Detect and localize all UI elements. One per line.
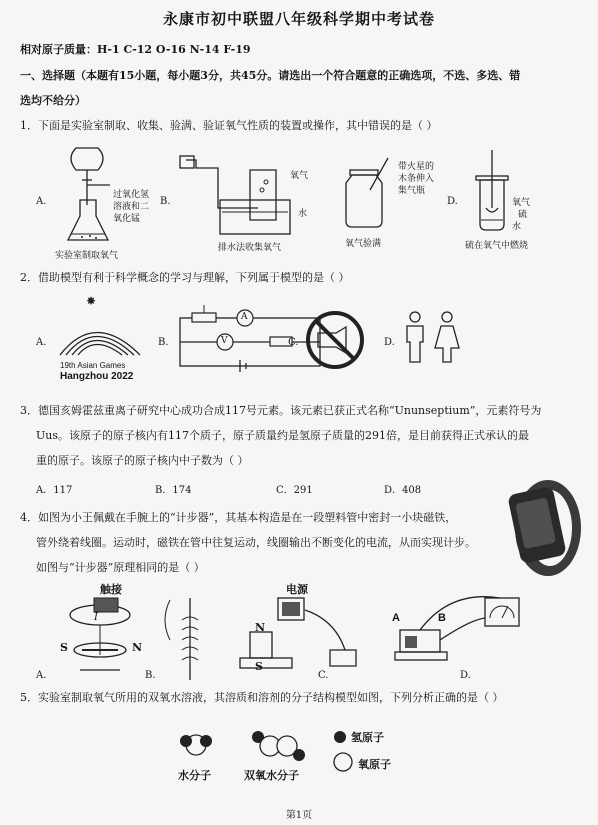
q1-option-b-letter: B. (160, 196, 171, 207)
q1-option-a-letter: A. (36, 196, 47, 207)
q1-a-label-1: 过氧化氢 (113, 190, 150, 200)
q1-option-d-letter: D. (447, 196, 458, 207)
q1-c-caption: 氧气验满 (345, 239, 382, 249)
question-5-stem: 5．实验室制取氧气所用的双氧水溶液，其溶质和溶剂的分子结构模型如图，下列分析正确的是（ ） (20, 691, 504, 704)
q1-d-oxygen-label: 氧气 (512, 198, 531, 208)
section-heading-line1: 一、选择题（本题有15小题，每小题3分，共45分。请选出一个符合题意的正确选项，不选、多选、错 (20, 69, 521, 82)
q4-a-south-label: S (60, 641, 68, 654)
page-number: 第1页 (285, 810, 313, 821)
q4-option-c-letter: C. (318, 670, 329, 681)
hydrogen-peroxide-molecule-model (252, 731, 305, 761)
q4-d-a-label: A (392, 612, 400, 624)
page-title: 永康市初中联盟八年级科学期中考试卷 (162, 10, 435, 28)
q1-d-caption: 硫在氧气中燃烧 (465, 241, 529, 251)
q3-option-b: B．174 (155, 485, 192, 496)
question-4-line2: 管外绕着线圈。运动时，磁铁在管中往复运动，线圈输出不断变化的电流，从而实现计步。 (36, 536, 476, 549)
svg-text:✸: ✸ (86, 294, 97, 308)
legend-hydrogen-atom-icon (334, 731, 346, 743)
q1-a-label-3: 氧化锰 (113, 214, 141, 224)
q1-d-sulfur-label: 硫 (518, 210, 528, 220)
q2-voltmeter-symbol: V (221, 336, 228, 346)
q1-b-caption: 排水法收集氧气 (218, 243, 282, 253)
q4-d-b-label: B (438, 612, 446, 624)
q2-logo-line-1: 19th Asian Games (60, 361, 126, 370)
q1-a-label-2: 溶液和二 (113, 202, 150, 212)
legend-oxygen-atom-label: 氧原子 (358, 758, 391, 771)
q1-b-oxygen-label: 氧气 (290, 171, 309, 181)
q2-option-c-letter: C. (288, 337, 299, 348)
q2-ammeter-symbol: A (241, 312, 248, 322)
q4-a-contact-label: 触接 (100, 583, 122, 596)
q1-a-caption: 实验室制取氧气 (55, 251, 119, 261)
water-molecule-label: 水分子 (178, 769, 211, 782)
q4-option-b-letter: B. (145, 670, 156, 681)
section-heading-line2: 选均不给分） (20, 94, 86, 107)
question-4-line3: 如图与“计步器”原理相同的是（ ） (36, 561, 205, 574)
question-3-line3: 重的原子。该原子的原子核内中子数为（ ） (36, 454, 249, 467)
q4-a-north-label: N (132, 641, 143, 654)
q4-c-north-label: N (255, 621, 266, 634)
q1-d-water-label: 水 (512, 222, 522, 232)
q2-option-d-letter: D. (384, 337, 395, 348)
q4-option-d-letter: D. (460, 670, 471, 681)
q1-c-label-1: 带火星的 (398, 162, 435, 172)
q1-c-label-3: 集气瓶 (398, 186, 426, 196)
atomic-mass-line: 相对原子质量：H-1 C-12 O-16 N-14 F-19 (20, 43, 251, 56)
q4-c-power-label: 电源 (286, 583, 308, 596)
q4-c-south-label: S (255, 660, 263, 673)
q1-b-water-label: 水 (298, 209, 308, 219)
q3-option-c: C．291 (276, 485, 313, 496)
question-3-line2: Uus。该原子的原子核内有117个质子，原子质量约是氢原子质量的291倍，是目前获得正式承认的最 (36, 429, 529, 442)
question-3-line1: 3．德国亥姆霍兹重离子研究中心成功合成117号元素。该元素已获正式名称“Ununseptium”，元素符号为 (20, 404, 542, 417)
q4-a-current-label: I (94, 612, 98, 623)
question-2-stem: 2．借助模型有利于科学概念的学习与理解，下列属于模型的是（ ） (20, 271, 350, 284)
legend-hydrogen-atom-label: 氢原子 (351, 731, 384, 744)
q4-option-a-letter: A. (36, 670, 47, 681)
q3-option-a: A．117 (36, 485, 73, 496)
legend-oxygen-atom-icon (334, 753, 352, 771)
q2-option-b-letter: B. (158, 337, 169, 348)
q1-c-label-2: 木条伸入 (398, 174, 435, 184)
q2-logo-line-2: Hangzhou 2022 (60, 371, 134, 382)
hydrogen-peroxide-molecule-label: 双氧水分子 (244, 769, 299, 782)
question-1-stem: 1．下面是实验室制取、收集、验满、验证氧气性质的装置或操作，其中错误的是（ ） (20, 119, 438, 132)
q3-option-d: D．408 (384, 485, 422, 496)
water-molecule-model (180, 735, 212, 755)
question-4-line1: 4．如图为小王佩戴在手腕上的“计步器”，其基本构造是在一段塑料管中密封一小块磁铁， (20, 511, 457, 524)
q2-option-a-letter: A. (36, 337, 47, 348)
